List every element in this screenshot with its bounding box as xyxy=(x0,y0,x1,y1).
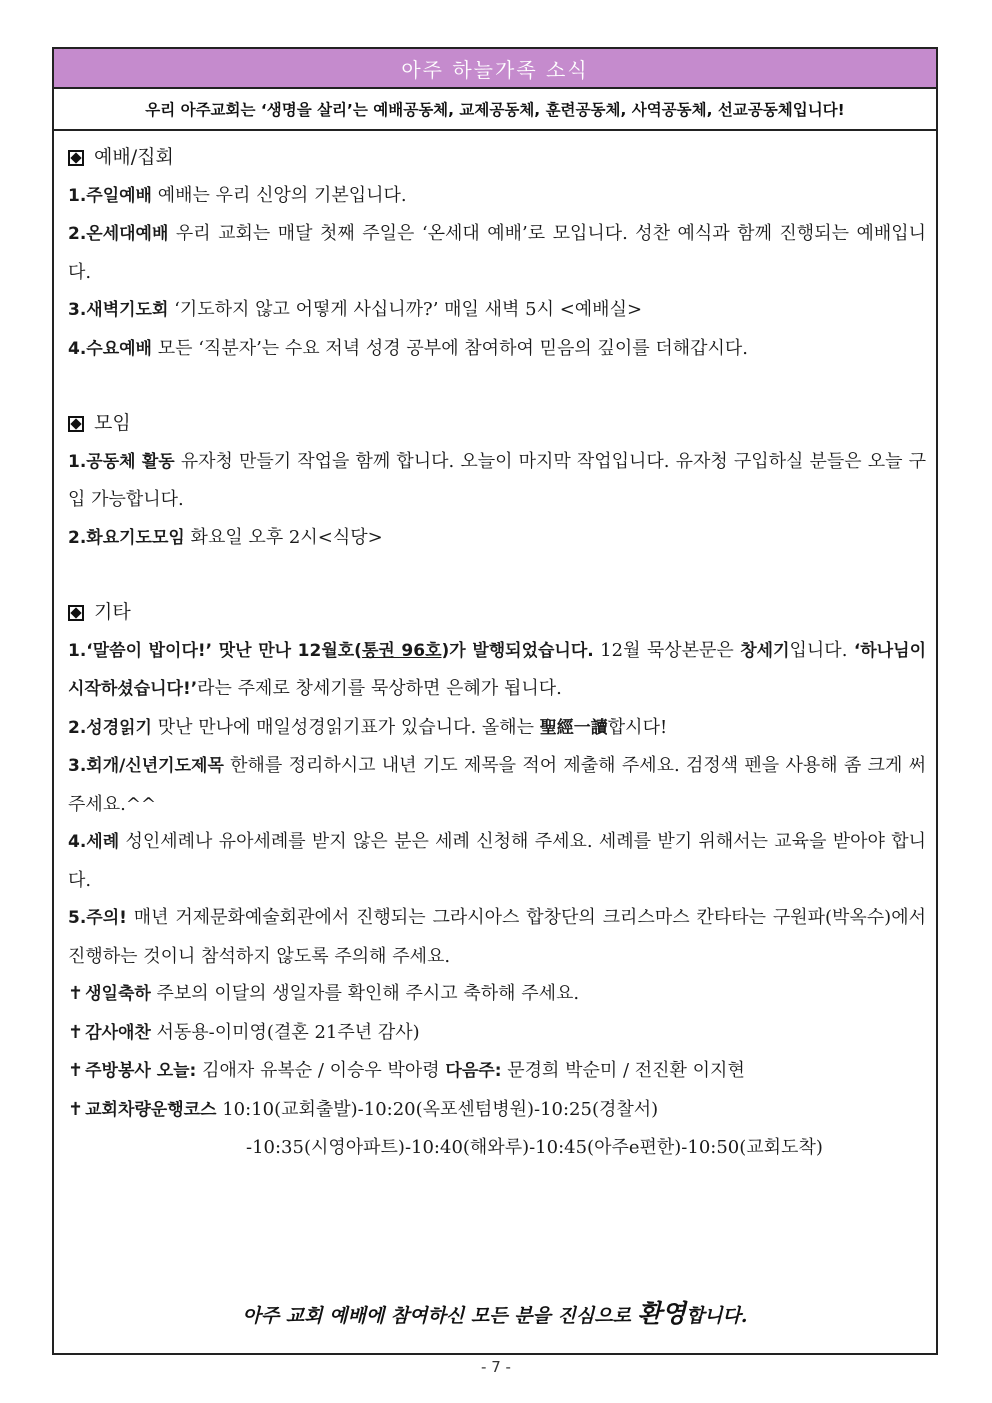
worship-item-sunday xyxy=(68,177,926,216)
meeting-item-community xyxy=(68,443,926,519)
worship-item-all-generation xyxy=(68,215,926,291)
item-label: 1.공동체 활동 xyxy=(68,451,175,472)
item-label: 2.화요기도모임 xyxy=(68,527,185,548)
item-label: 4.수요예배 xyxy=(68,338,152,359)
church-bus-route: ✝ 교회차량운행코스 10:10(교회출발)-10:20(옥포센텀병원)-10:25(경찰서) xyxy=(68,1098,659,1120)
meeting-item-tuesday-prayer xyxy=(68,519,926,558)
item-label: 3.새벽기도회 xyxy=(68,300,169,320)
birthday-notice: ✝ 생일축하 주보의 이달의 생일자를 확인해 주시고 축하해 주세요. xyxy=(68,983,580,1004)
square-diamond-icon xyxy=(68,605,84,621)
newsletter-content xyxy=(54,131,936,1167)
etc-item-caution: 5.주의! 매년 거제문화예술회관에서 진행되는 그라시아스 합창단의 크리스마스 칸타타는 구원파(박옥수)에서 진행하는 것이니 참석하지 않도록 주의해 주세요. xyxy=(68,907,926,967)
square-diamond-icon xyxy=(68,150,84,166)
page-number: - 7 - xyxy=(481,1358,511,1376)
issue-number: 통권 96호 xyxy=(361,640,442,661)
item-text: 예배는 우리 신앙의 기본입니다. xyxy=(151,184,407,206)
etc-item-baptism: 4.세례 성인세례나 유아세례를 받지 않은 분은 세례 신청해 주세요. 세례를 받기 위해서는 교육을 받아야 합니다. xyxy=(68,831,926,891)
cross-icon: ✝ xyxy=(68,1060,84,1081)
item-label: 5.주의! xyxy=(68,908,127,928)
spacer xyxy=(68,368,926,405)
item-label: 4.세례 xyxy=(68,832,120,852)
church-motto: 우리 아주교회는 ‘생명을 살리’는 예배공동체, 교제공동체, 훈련공동체, 사역공동체, 선교공동체입니다! xyxy=(54,89,936,131)
cross-icon: ✝ xyxy=(68,983,84,1004)
spacer xyxy=(68,557,926,594)
etc-item-manna: 1.‘말씀이 밥이다!’ 맛난 만나 12월호(통권 96호)가 발행되었습니다. 12월 묵상본문은 창세기입니다. ‘하나님이 시작하셨습니다!’라는 주제로 창세기를 묵상하면 은혜가 됩니다. xyxy=(68,639,926,699)
etc-item-prayer-topics: 3.회개/신년기도제목 한해를 정리하시고 내년 기도 제목을 적어 제출해 주세요. 검정색 펜을 사용해 좀 크게 써주세요.^^ xyxy=(68,755,926,815)
section-heading-etc xyxy=(68,594,926,632)
section-title: 모임 xyxy=(94,412,131,434)
section-heading-meeting xyxy=(68,405,926,443)
worship-item-dawn-prayer xyxy=(68,291,926,330)
cross-icon: ✝ xyxy=(68,1021,84,1043)
newsletter-title: 아주 하늘가족 소식 xyxy=(54,49,936,89)
kitchen-service-notice: ✝ 주방봉사 오늘: 김애자 유복순 / 이승우 박아령 다음주: 문경희 박순미 / 전진환 이지현 xyxy=(68,1060,745,1081)
section-title: 기타 xyxy=(94,601,131,623)
item-text: 우리 교회는 매달 첫째 주일은 ‘온세대 예배’로 모입니다. 성찬 예식과 함께 진행되는 예배입니다. xyxy=(68,223,926,283)
item-label: 3.회개/신년기도제목 xyxy=(68,756,224,776)
item-label: 2.온세대예배 xyxy=(68,224,169,244)
welcome-emphasis: 환영 xyxy=(637,1299,686,1328)
worship-item-wednesday xyxy=(68,330,926,369)
section-heading-worship xyxy=(68,139,926,177)
etc-item-bible-reading: 2.성경읽기 맛난 만나에 매일성경읽기표가 있습니다. 올해는 聖經一讀합시다! xyxy=(68,716,668,738)
item-text: ‘기도하지 않고 어떻게 사십니까?’ 매일 새벽 5시 <예배실> xyxy=(168,299,643,320)
square-diamond-icon xyxy=(68,416,84,432)
newsletter-frame xyxy=(52,47,938,1355)
item-text: 화요일 오후 2시<식당> xyxy=(184,526,383,548)
item-label: 1.주일예배 xyxy=(68,185,152,206)
thanks-notice: ✝ 감사애찬 서동용-이미영(결혼 21주년 감사) xyxy=(68,1021,420,1043)
welcome-message: 아주 교회 예배에 참여하신 모든 분을 진심으로 환영합니다. xyxy=(242,1299,748,1328)
church-bus-route-cont: -10:35(시영아파트)-10:40(해와루)-10:45(아주e편한)-10:50(교회도착) xyxy=(246,1137,823,1158)
item-label: 2.성경읽기 xyxy=(68,717,152,738)
item-text: 유자청 만들기 작업을 함께 합니다. 오늘이 마지막 작업입니다. 유자청 구입하실 분들은 오늘 구입 가능합니다. xyxy=(68,450,926,510)
item-text: 모든 ‘직분자’는 수요 저녁 성경 공부에 참여하여 믿음의 깊이를 더해갑시다. xyxy=(151,337,749,359)
cross-icon: ✝ xyxy=(68,1098,84,1120)
section-title: 예배/집회 xyxy=(94,146,174,168)
